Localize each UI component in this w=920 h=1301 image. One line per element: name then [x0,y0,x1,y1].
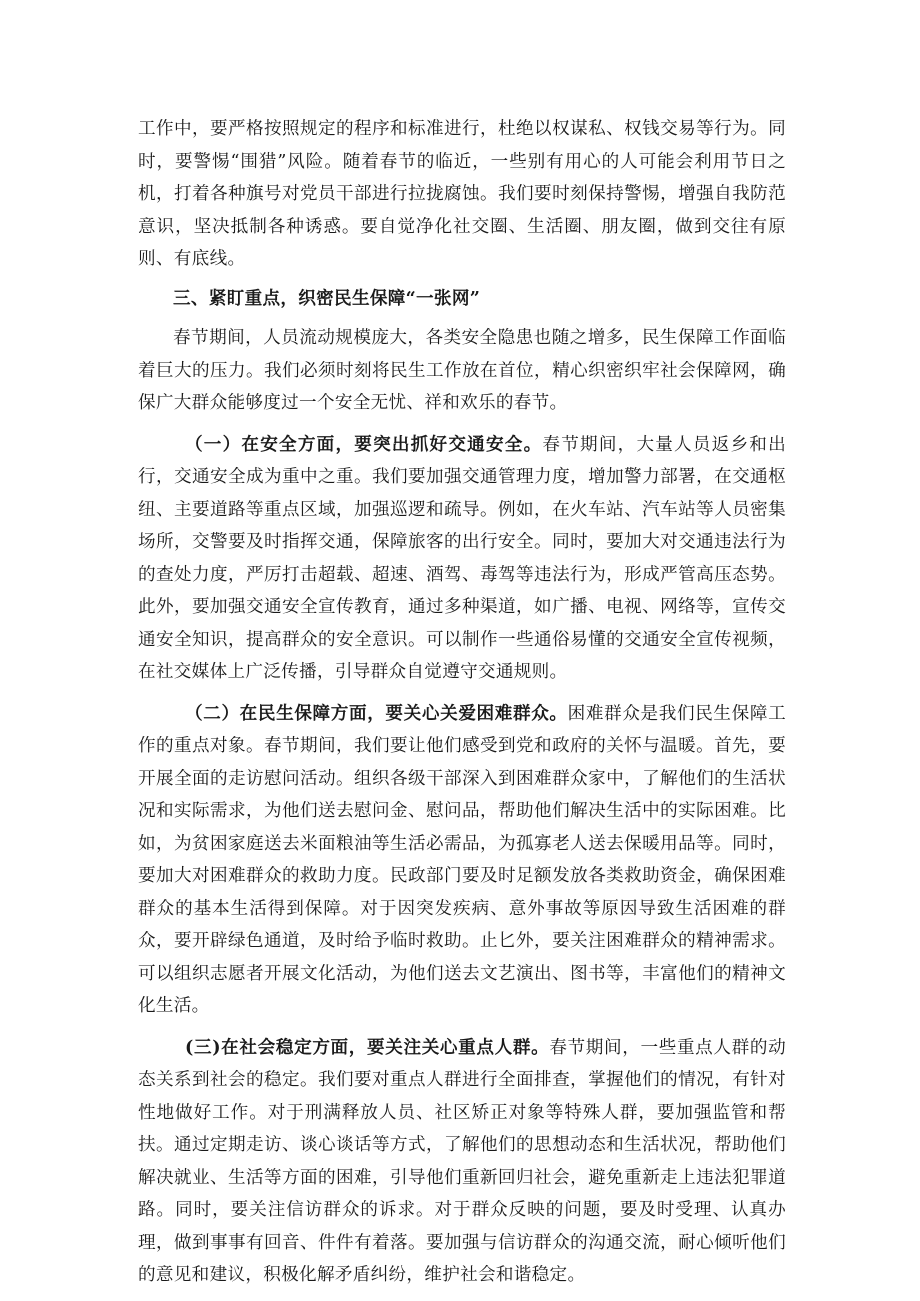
document-body [138,113,786,1292]
paragraph-section-intro: 春节期间，人员流动规模庞大，各类安全隐患也随之增多，民生保障工作面临着巨大的压力。我们必须时刻将民生工作放在首位，精心织密织牢社会保障网，确保广大群众能够度过一个安全无忧、祥和欢乐的春节。 [138,328,786,413]
item-2-lead: （二）在民生保障方面，要关心关爱困难群众。 [185,702,568,724]
item-3-body: 春节期间，一些重点人群的动态关系到社会的稳定。我们要对重点人群进行全面排查，掌握他们的情况，有针对性地做好工作。对于刑满释放人员、社区矫正对象等特殊人群，要加强监管和帮扶。通过定期走访、谈心谈话等方式，了解他们的思想动态和生活状况，帮助他们解决就业、生活等方面的困难，引导他们重新回归社会，避免重新走上违法犯罪道路。同时，要关注信访群众的诉求。对于群众反映的问题，要及时受理、认真办理，做到事事有回音、件件有着落。要加强与信访群众的沟通交流，耐心倾听他们的意见和建议，积极化解矛盾纠纷，维护社会和谐稳定。 [138,1037,786,1285]
paragraph-item-3 [138,1032,786,1292]
section-heading: 三、紧盯重点，织密民生保障“一张网” [173,287,481,309]
paragraph-intro: 工作中，要严格按照规定的程序和标准进行，杜绝以权谋私、权钱交易等行为。同时，要警惕“围猎”风险。随着春节的临近，一些别有用心的人可能会利用节日之机，打着各种旗号对党员干部进行拉拢腐蚀。我们要时刻保持警惕，增强自我防范意识，坚决抵制各种诱惑。要自觉净化社交圈、生活圈、朋友圈，做到交往有原则、有底线。 [138,119,786,269]
item-1-body: 春节期间，大量人员返乡和出行，交通安全成为重中之重。我们要加强交通管理力度，增加警力部署，在交通枢纽、主要道路等重点区域，加强巡逻和疏导。例如，在火车站、汽车站等人员密集场所，交警要及时指挥交通，保障旅客的出行安全。同时，要加大对交通违法行为的查处力度，严厉打击超载、超速、酒驾、毒驾等违法行为，形成严管高压态势。此外，要加强交通安全宣传教育，通过多种渠道，如广播、电视、网络等，宣传交通安全知识，提高群众的安全意识。可以制作一些通俗易懂的交通安全宣传视频，在社交媒体上广泛传播，引导群众自觉遵守交通规则。 [138,434,787,682]
item-2-body: 困难群众是我们民生保障工作的重点对象。春节期间，我们要让他们感受到党和政府的关怀与温暖。首先，要开展全面的走访慰问活动。组织各级干部深入到困难群众家中，了解他们的生活状况和实际需求，为他们送去慰问金、慰问品，帮助他们解决生活中的实际困难。比如，为贫困家庭送去米面粮油等生活必需品，为孤寡老人送去保暖用品等。同时，要加大对困难群众的救助力度。民政部门要及时足额发放各类救助资金，确保困难群众的基本生活得到保障。对于因突发疾病、意外事故等原因导致生活困难的群众，要开辟绿色通道，及时给予临时救助。止匕外，要关注困难群众的精神需求。可以组织志愿者开展文化活动，为他们送去文艺演出、图书等，丰富他们的精神文化生活。 [138,703,786,1016]
paragraph-item-2 [138,698,786,1023]
paragraph-item-1 [138,429,786,689]
item-1-lead: （一）在安全方面，要突出抓好交通安全。 [185,433,543,455]
item-3-lead: (三)在社会稳定方面，要关注关心重点人群。 [185,1036,550,1058]
